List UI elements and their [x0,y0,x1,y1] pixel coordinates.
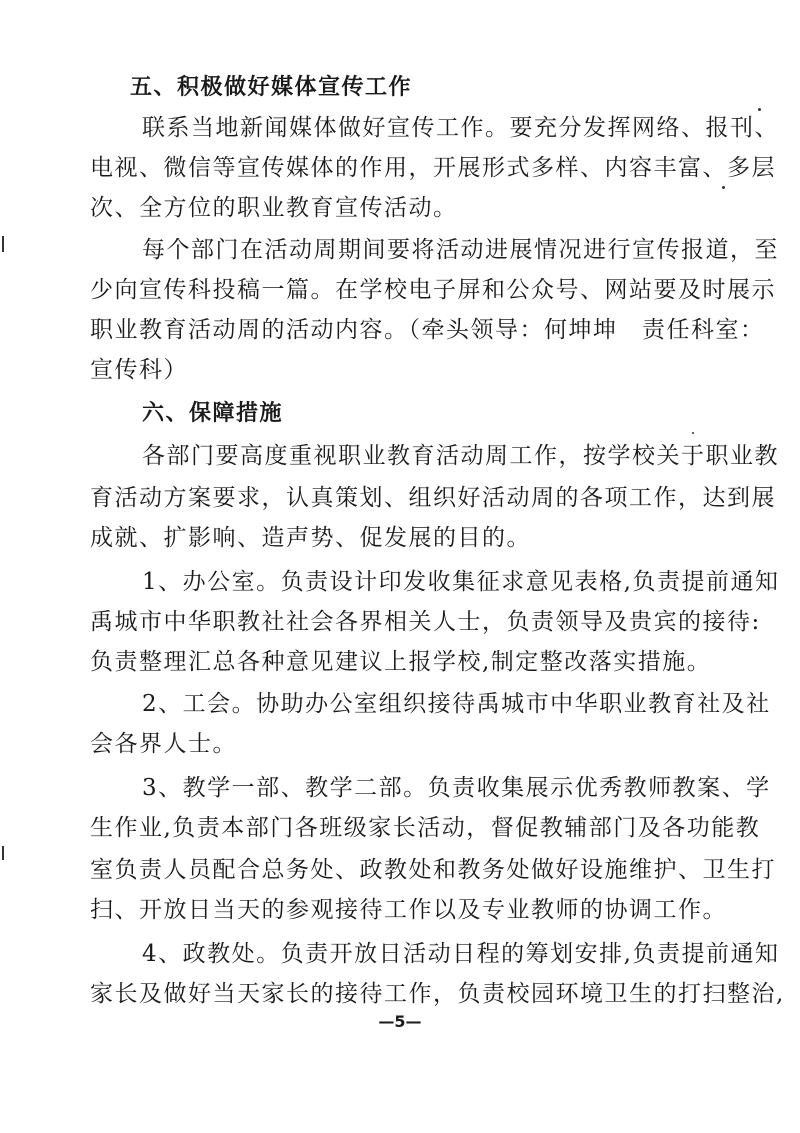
paragraph-line: 会各界人士。 [90,731,237,757]
paragraph-line: 负责整理汇总各种意见建议上报学校,制定整改落实措施。 [90,649,712,675]
scan-mark [2,846,4,860]
paragraph-line: 1、办公室。负责设计印发收集征求意见表格,负责提前通知 [142,569,780,595]
section-heading-5: 五、积极做好媒体宣传工作 [130,75,413,100]
paragraph-line: 家长及做好当天家长的接待工作，负责校园环境卫生的打扫整治, [90,981,785,1007]
paragraph-line: 少向宣传科投稿一篇。在学校电子屏和公众号、网站要及时展示 [90,277,776,303]
paragraph-line: 3、教学一部、教学二部。负责收集展示优秀教师教案、学 [142,775,771,801]
paragraph-line: 次、全方位的职业教育宣传活动。 [90,195,458,221]
page-number: —5— [378,1012,422,1031]
paragraph-line: 联系当地新闻媒体做好宣传工作。要充分发挥网络、报刊、 [142,115,779,141]
paragraph-line: 职业教育活动周的活动内容。（牵头领导：何坤坤 责任科室： [90,317,765,343]
scan-speck [722,186,725,189]
paragraph-line: 4、政教处。负责开放日活动日程的筹划安排,负责提前通知 [142,941,780,967]
paragraph-line: 电视、微信等宣传媒体的作用，开展形式多样、内容丰富、多层 [90,155,776,181]
scan-mark [2,236,4,252]
paragraph-line: 扫、开放日当天的参观接待工作以及专业教师的协调工作。 [90,897,727,923]
paragraph-line: 生作业,负责本部门各班级家长活动，督促教辅部门及各功能教 [90,815,761,841]
paragraph-line: 育活动方案要求，认真策划、组织好活动周的各项工作，达到展 [90,485,776,511]
scan-speck [692,432,694,434]
scan-speck [758,108,761,111]
section-heading-6: 六、保障措施 [142,401,284,426]
paragraph-line: 禹城市中华职教社社会各界相关人士，负责领导及贵宾的接待: [90,609,761,635]
paragraph-line: 每个部门在活动周期间要将活动进展情况进行宣传报道，至 [142,237,779,263]
paragraph-line: 2、工会。协助办公室组织接待禹城市中华职业教育社及社 [142,691,771,717]
paragraph-line: 宣传科） [90,357,188,383]
paragraph-line: 室负责人员配合总务处、政教处和教务处做好设施维护、卫生打 [90,857,776,883]
paragraph-line: 各部门要高度重视职业教育活动周工作，按学校关于职业教 [142,443,779,469]
paragraph-line: 成就、扩影响、造声势、促发展的目的。 [90,525,531,551]
